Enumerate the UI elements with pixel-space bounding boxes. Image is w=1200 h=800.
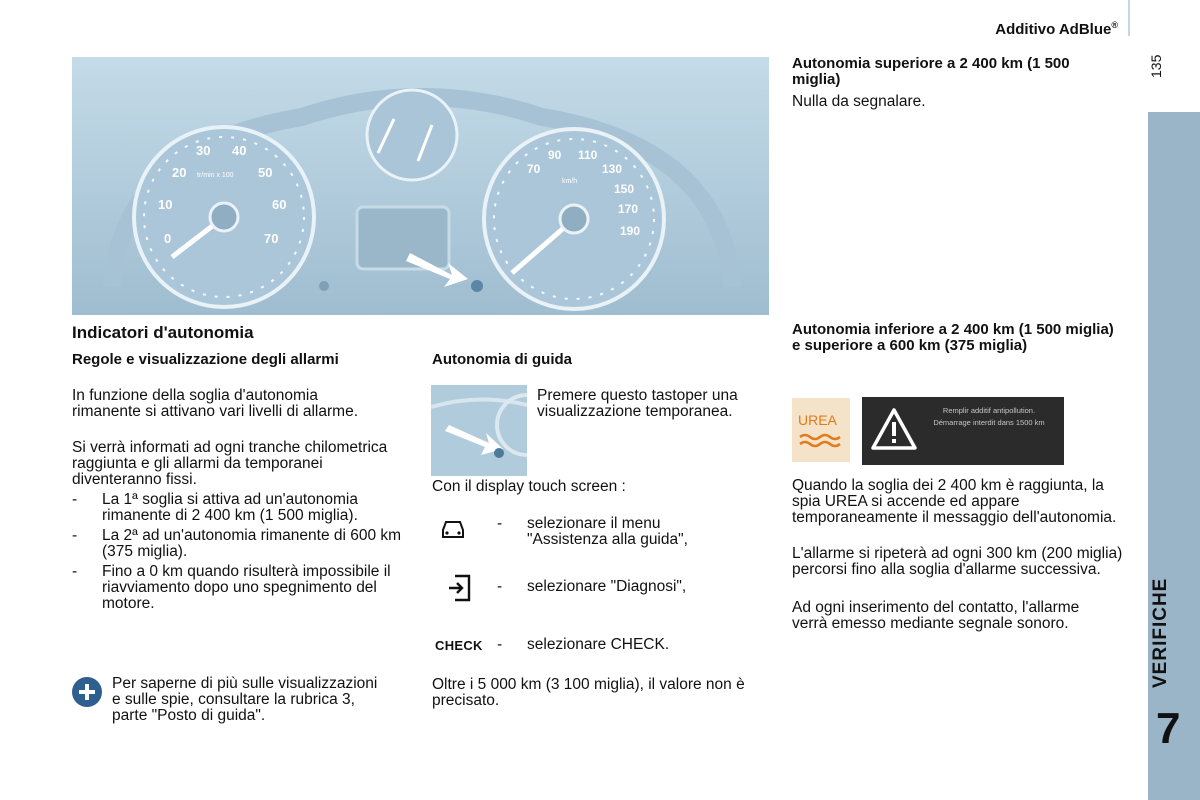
paragraph: Quando la soglia dei 2 400 km è raggiunta, la spia UREA si accende ed appare temporaneamente il messaggio dell'autonomia.	[792, 477, 1117, 526]
section-title: Additivo AdBlue®	[995, 20, 1118, 38]
chapter-tab	[1148, 112, 1200, 800]
step-text: selezionare il menu "Assistenza alla guida",	[527, 515, 688, 548]
header-divider	[1128, 0, 1130, 36]
tach-label: 50	[258, 165, 273, 180]
threshold-list	[72, 492, 410, 612]
list-item: - La 1ª soglia si attiva ad un'autonomia rimanente di 2 400 km (1 500 miglia).	[72, 491, 358, 524]
paragraph: In funzione della soglia d'autonomia rimanente si attivano vari livelli di allarme.	[72, 387, 359, 420]
tach-label: 20	[172, 165, 187, 180]
chapter-tab-label: VERIFICHE	[1150, 577, 1171, 688]
step-dash: -	[497, 515, 503, 532]
tach-label: 60	[272, 197, 287, 212]
speed-label: 70	[527, 162, 541, 176]
step-dash: -	[497, 578, 503, 595]
info-note: Per saperne di più sulle visualizzazioni e sulle spie, consultare la rubrica 3, parte "Posto di guida".	[112, 675, 378, 724]
tach-label: 40	[232, 143, 247, 158]
subsection-heading: Autonomia superiore a 2 400 km (1 500 miglia)	[792, 55, 1070, 88]
tach-label: 10	[158, 197, 173, 212]
paragraph: L'allarme si ripeterà ad ogni 300 km (200 miglia) percorsi fino alla soglia d'allarme successiva.	[792, 545, 1123, 578]
speed-label: 190	[620, 224, 641, 238]
list-item: - La 2ª ad un'autonomia rimanente di 600 km (375 miglia).	[72, 527, 402, 560]
subsection-heading: Autonomia inferiore a 2 400 km (1 500 miglia) e superiore a 600 km (375 miglia)	[792, 321, 1114, 354]
button-instructions: Premere questo tastoper una visualizzazione temporanea.	[537, 387, 738, 420]
button-location-image	[431, 385, 527, 476]
warning-triangle-icon	[870, 407, 918, 451]
tach-unit: tr/min x 100	[197, 172, 234, 179]
speed-label: 130	[602, 162, 623, 176]
speed-label: 150	[614, 182, 635, 196]
paragraph: Si verrà informati ad ogni tranche chilometrica raggiunta e gli allarmi da temporanei diventeranno fissi.	[72, 439, 388, 488]
section-heading: Indicatori d'autonomia	[72, 323, 254, 342]
warning-message-display	[862, 397, 1064, 465]
speed-label: 110	[578, 148, 598, 162]
check-label-icon: CHECK	[435, 638, 483, 653]
paragraph: Nulla da segnalare.	[792, 93, 926, 110]
diagnostic-icon	[447, 573, 473, 599]
step-text: selezionare CHECK.	[527, 636, 670, 653]
tach-label: 30	[196, 143, 211, 158]
speed-unit: km/h	[562, 178, 578, 185]
paragraph: Oltre i 5 000 km (3 100 miglia), il valore non è precisato.	[432, 676, 745, 709]
tach-label: 0	[164, 231, 172, 246]
info-plus-icon	[72, 677, 102, 707]
chapter-number: 7	[1156, 704, 1181, 753]
urea-warning-lamp	[792, 398, 850, 462]
warning-message-text: Remplir additif antipollution. Démarrage interdit dans 1500 km	[933, 406, 1045, 427]
tach-label: 70	[264, 231, 279, 246]
urea-label: UREA	[798, 412, 837, 428]
paragraph: Ad ogni inserimento del contatto, l'allarme verrà emesso mediante segnale sonoro.	[792, 599, 1080, 632]
list-item: - Fino a 0 km quando risulterà impossibile il riavviamento dopo uno spegnimento del motore.	[72, 563, 391, 612]
page-number: 135	[1148, 54, 1164, 78]
touch-screen-intro: Con il display touch screen :	[432, 478, 626, 495]
step-text: selezionare "Diagnosi",	[527, 578, 687, 595]
subsection-heading: Autonomia di guida	[432, 351, 572, 368]
car-assist-icon	[440, 515, 466, 541]
speed-label: 90	[548, 148, 562, 162]
subsection-heading: Regole e visualizzazione degli allarmi	[72, 351, 339, 368]
instrument-cluster-image	[72, 57, 769, 315]
step-dash: -	[497, 636, 503, 653]
speed-label: 170	[618, 202, 639, 216]
fluid-wave-icon	[798, 432, 844, 448]
